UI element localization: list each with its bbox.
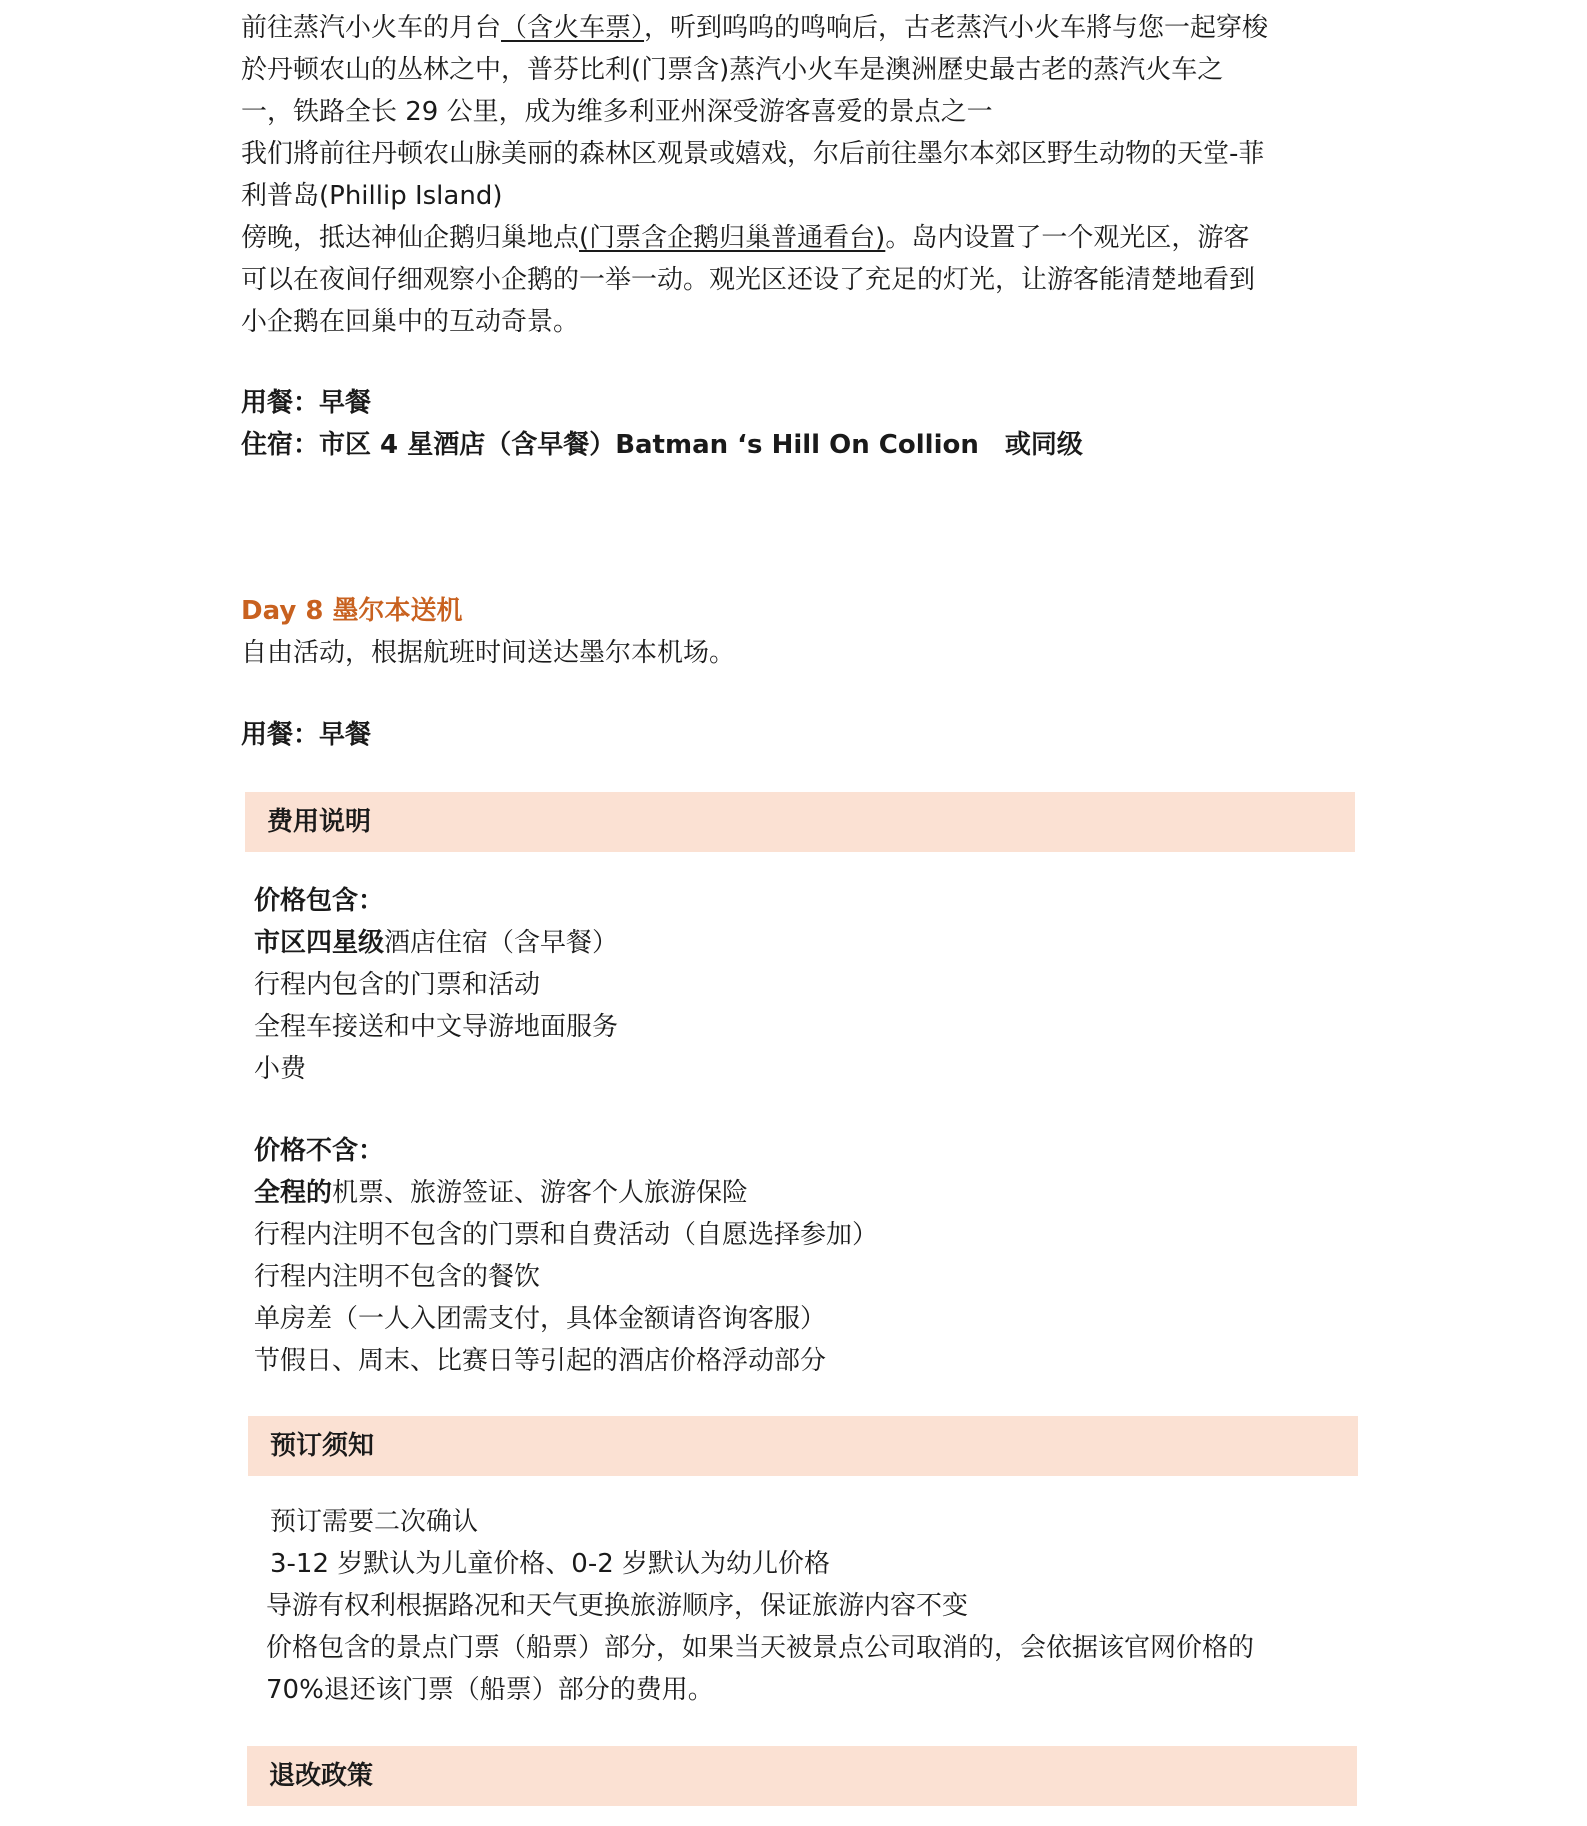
day8-heading: Day 8 墨尔本送机 xyxy=(241,596,463,626)
day7-line-6 xyxy=(241,217,1249,259)
day7-line-8: 小企鹅在回巢中的互动奇景。 xyxy=(241,307,580,337)
day7-line-6-tail: 。岛内设置了一个观光区，游客 xyxy=(885,223,1250,253)
fees-excluded-item xyxy=(254,1172,748,1214)
fees-included-item: 全程车接送和中文导游地面服务 xyxy=(254,1012,619,1042)
booking-item: 导游有权利根据路况和天气更换旅游顺序，保证旅游内容不变 xyxy=(266,1591,969,1621)
fees-included-item xyxy=(254,922,618,964)
fees-excluded-item: 单房差（一人入团需支付，具体金额请咨询客服） xyxy=(254,1304,827,1334)
day7-meals: 用餐：早餐 xyxy=(241,388,372,418)
fees-section-banner xyxy=(245,792,1355,852)
booking-item: 3-12 岁默认为儿童价格、0-2 岁默认为幼儿价格 xyxy=(270,1549,831,1579)
refund-section-banner xyxy=(247,1746,1357,1806)
fees-included-item: 小费 xyxy=(254,1054,307,1084)
booking-item: 70%退还该门票（船票）部分的费用。 xyxy=(266,1675,714,1705)
booking-section-title: 预订须知 xyxy=(270,1431,375,1461)
fees-excluded-title: 价格不含： xyxy=(254,1136,385,1166)
day7-line-7: 可以在夜间仔细观察小企鹅的一举一动。观光区还设了充足的灯光，让游客能清楚地看到 xyxy=(241,265,1256,295)
fees-included-title: 价格包含： xyxy=(254,886,385,916)
booking-section-banner xyxy=(248,1416,1358,1476)
included-item-bold: 市区四星级 xyxy=(254,928,385,958)
day7-line-6-text: 傍晚，抵达神仙企鹅归巢地点 xyxy=(241,223,580,253)
day7-line-4: 我们將前往丹顿农山脉美丽的森林区观景或嬉戏，尔后前往墨尔本郊区野生动物的天堂-菲 xyxy=(241,139,1265,169)
day7-hotel: 住宿：市区 4 星酒店（含早餐）Batman ‘s Hill On Collion 或同级 xyxy=(241,430,1083,460)
fees-excluded-item: 行程内注明不包含的餐饮 xyxy=(254,1262,541,1292)
train-ticket-link[interactable]: （含火车票） xyxy=(501,13,645,43)
day7-line-2: 於丹顿农山的丛林之中，普芬比利(门票含)蒸汽小火车是澳洲歷史最古老的蒸汽火车之 xyxy=(241,55,1224,85)
booking-item: 价格包含的景点门票（船票）部分，如果当天被景点公司取消的，会依据该官网价格的 xyxy=(266,1633,1255,1663)
excluded-item-rest: 机票、旅游签证、游客个人旅游保险 xyxy=(332,1178,749,1208)
excluded-item-bold: 全程的 xyxy=(254,1178,333,1208)
day7-line-1 xyxy=(241,7,1268,49)
day7-line-1-text: 前往蒸汽小火车的月台 xyxy=(241,13,502,43)
fees-included-item: 行程内包含的门票和活动 xyxy=(254,970,541,1000)
day7-line-3: 一，铁路全长 29 公里，成为维多利亚州深受游客喜爱的景点之一 xyxy=(241,97,993,127)
day8-description: 自由活动，根据航班时间送达墨尔本机场。 xyxy=(241,638,736,668)
refund-section-title: 退改政策 xyxy=(269,1761,374,1791)
fees-excluded-item: 节假日、周末、比赛日等引起的酒店价格浮动部分 xyxy=(254,1346,827,1376)
day7-line-5: 利普岛(Phillip Island) xyxy=(241,181,503,211)
day7-line-1-tail: ，听到呜呜的鸣响后，古老蒸汽小火车將与您一起穿梭 xyxy=(644,13,1269,43)
booking-item: 预订需要二次确认 xyxy=(270,1507,479,1537)
day8-meals: 用餐：早餐 xyxy=(241,720,372,750)
fees-excluded-item: 行程内注明不包含的门票和自费活动（自愿选择参加） xyxy=(254,1220,879,1250)
included-item-rest: 酒店住宿（含早餐） xyxy=(384,928,619,958)
penguin-ticket-link[interactable]: (门票含企鹅归巢普通看台) xyxy=(579,223,886,253)
fees-section-title: 费用说明 xyxy=(267,807,372,837)
